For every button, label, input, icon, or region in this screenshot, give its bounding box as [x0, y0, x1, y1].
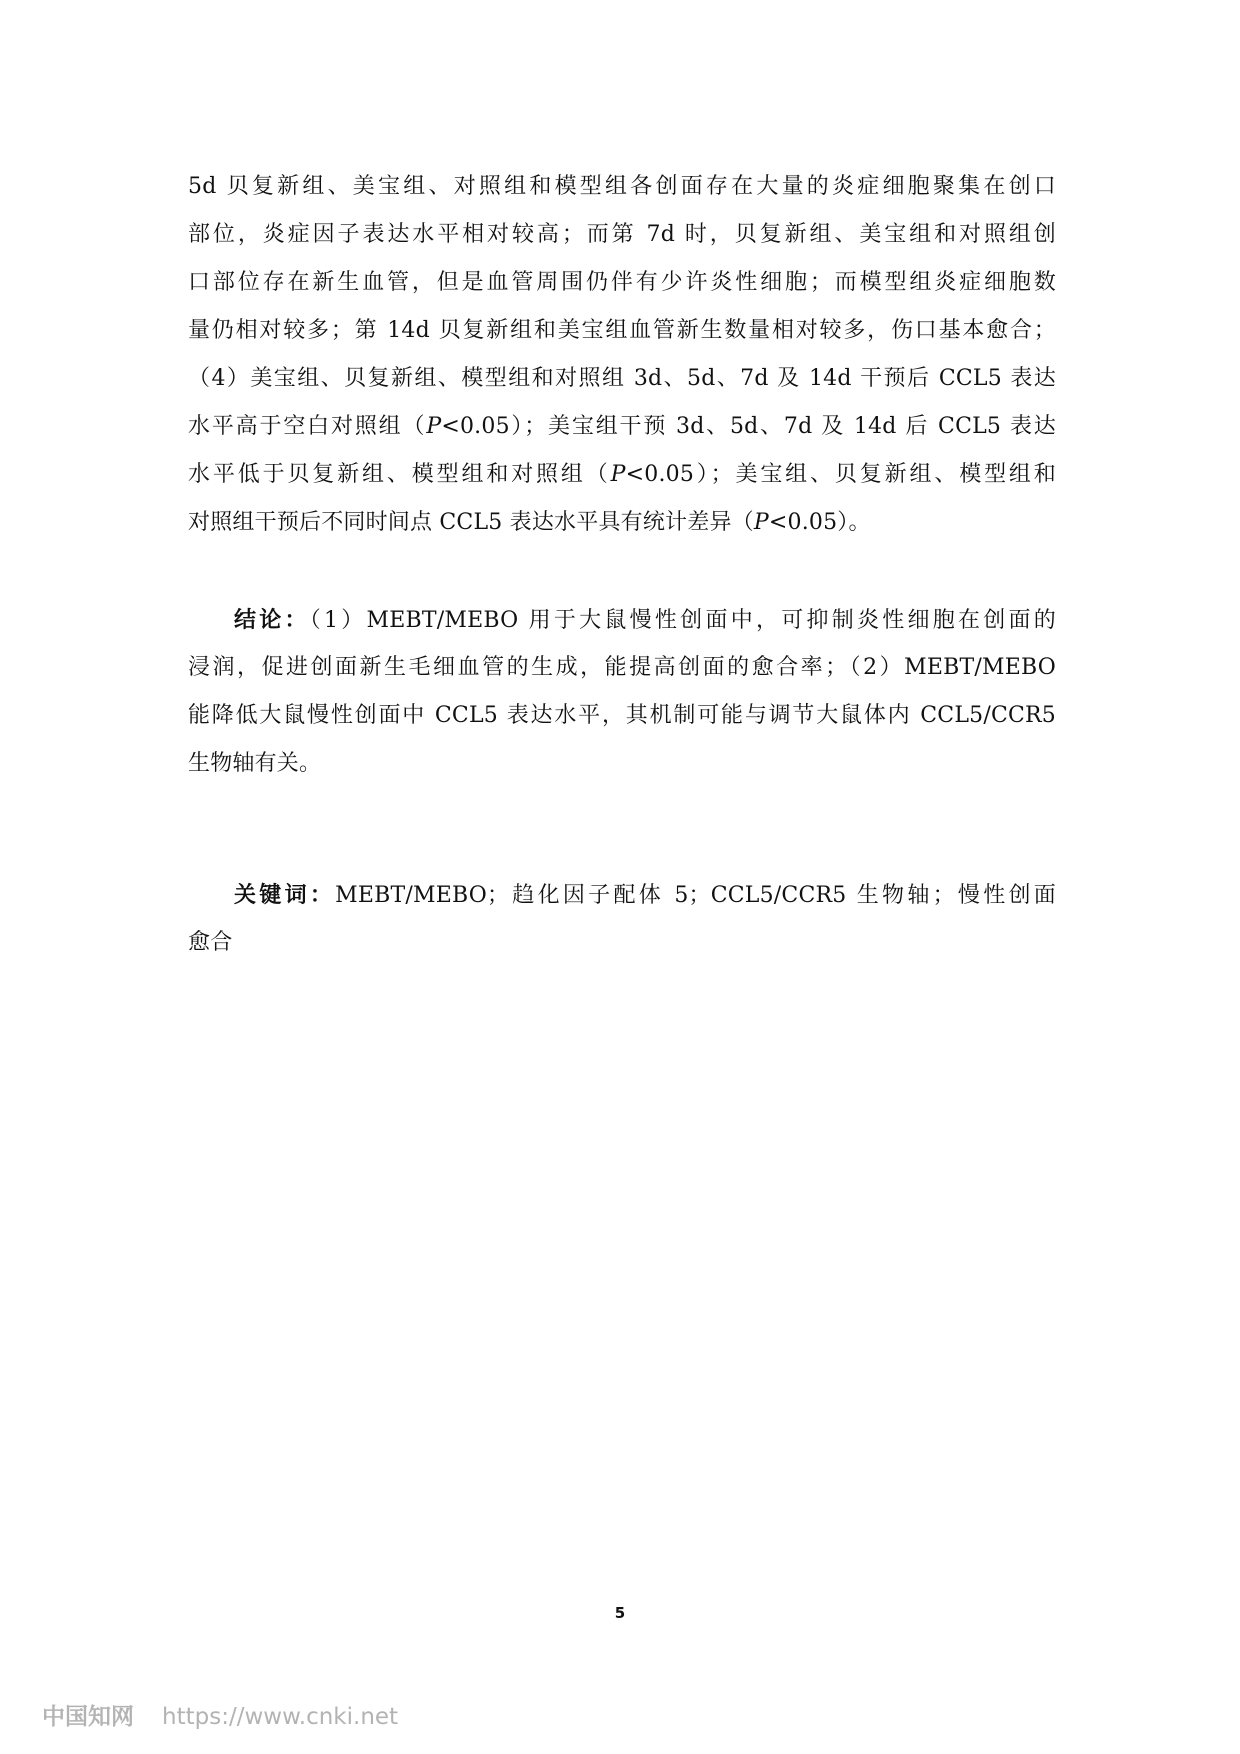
- results-line-7: [188, 451, 1056, 499]
- cnki-watermark: [42, 1698, 398, 1731]
- conclusion-paragraph: [188, 596, 1056, 788]
- results-line-8-text-b: <0.05）。: [768, 510, 871, 535]
- results-line-7-text-b: <0.05）；美宝组、贝复新组、模型组和: [625, 462, 1056, 487]
- keywords-paragraph: [188, 871, 1056, 967]
- results-line-2: 部位，炎症因子表达水平相对较高；而第 7d 时，贝复新组、美宝组和对照组创: [188, 222, 1056, 247]
- p-value-symbol: P: [426, 414, 442, 439]
- p-value-symbol: P: [753, 510, 769, 535]
- page-number: 5: [614, 1604, 626, 1622]
- conclusion-line-2: 浸润，促进创面新生毛细血管的生成，能提高创面的愈合率；（2）MEBT/MEBO: [188, 655, 1056, 680]
- results-line-8-text-a: 对照组干预后不同时间点 CCL5 表达水平具有统计差异（: [188, 510, 754, 535]
- keywords-line-1-text: MEBT/MEBO；趋化因子配体 5；CCL5/CCR5 生物轴；慢性创面: [335, 883, 1056, 908]
- results-line-1: 5d 贝复新组、美宝组、对照组和模型组各创面存在大量的炎症细胞聚集在创口: [188, 174, 1056, 199]
- keywords-line-1: [188, 871, 1056, 919]
- results-line-3: 口部位存在新生血管，但是血管周围仍伴有少许炎性细胞；而模型组炎症细胞数: [188, 270, 1056, 295]
- conclusion-line-4: 生物轴有关。: [188, 751, 322, 776]
- p-value-symbol: P: [610, 462, 626, 487]
- keywords-line-2: 愈合: [188, 930, 233, 955]
- watermark-url: https://www.cnki.net: [162, 1704, 399, 1730]
- results-line-6-text-a: 水平高于空白对照组（: [188, 414, 427, 439]
- results-line-4: 量仍相对较多；第 14d 贝复新组和美宝组血管新生数量相对较多，伤口基本愈合；: [188, 318, 1056, 343]
- conclusion-line-1-text: （1）MEBT/MEBO 用于大鼠慢性创面中，可抑制炎性细胞在创面的: [309, 608, 1056, 633]
- watermark-name: 中国知网: [42, 1704, 134, 1730]
- results-line-8: [188, 499, 1056, 547]
- keywords-label: 关键词：: [234, 882, 336, 908]
- results-line-6-text-b: <0.05）；美宝组干预 3d、5d、7d 及 14d 后 CCL5 表达: [441, 414, 1056, 439]
- conclusion-line-1: [188, 596, 1056, 644]
- results-paragraph: [188, 163, 1056, 547]
- results-line-7-text-a: 水平低于贝复新组、模型组和对照组（: [188, 462, 611, 487]
- results-line-5: （4）美宝组、贝复新组、模型组和对照组 3d、5d、7d 及 14d 干预后 CCL5 表达: [188, 366, 1056, 391]
- conclusion-line-3: 能降低大鼠慢性创面中 CCL5 表达水平，其机制可能与调节大鼠体内 CCL5/CCR5: [188, 703, 1056, 728]
- conclusion-label: 结论：: [234, 607, 310, 633]
- results-line-6: [188, 403, 1056, 451]
